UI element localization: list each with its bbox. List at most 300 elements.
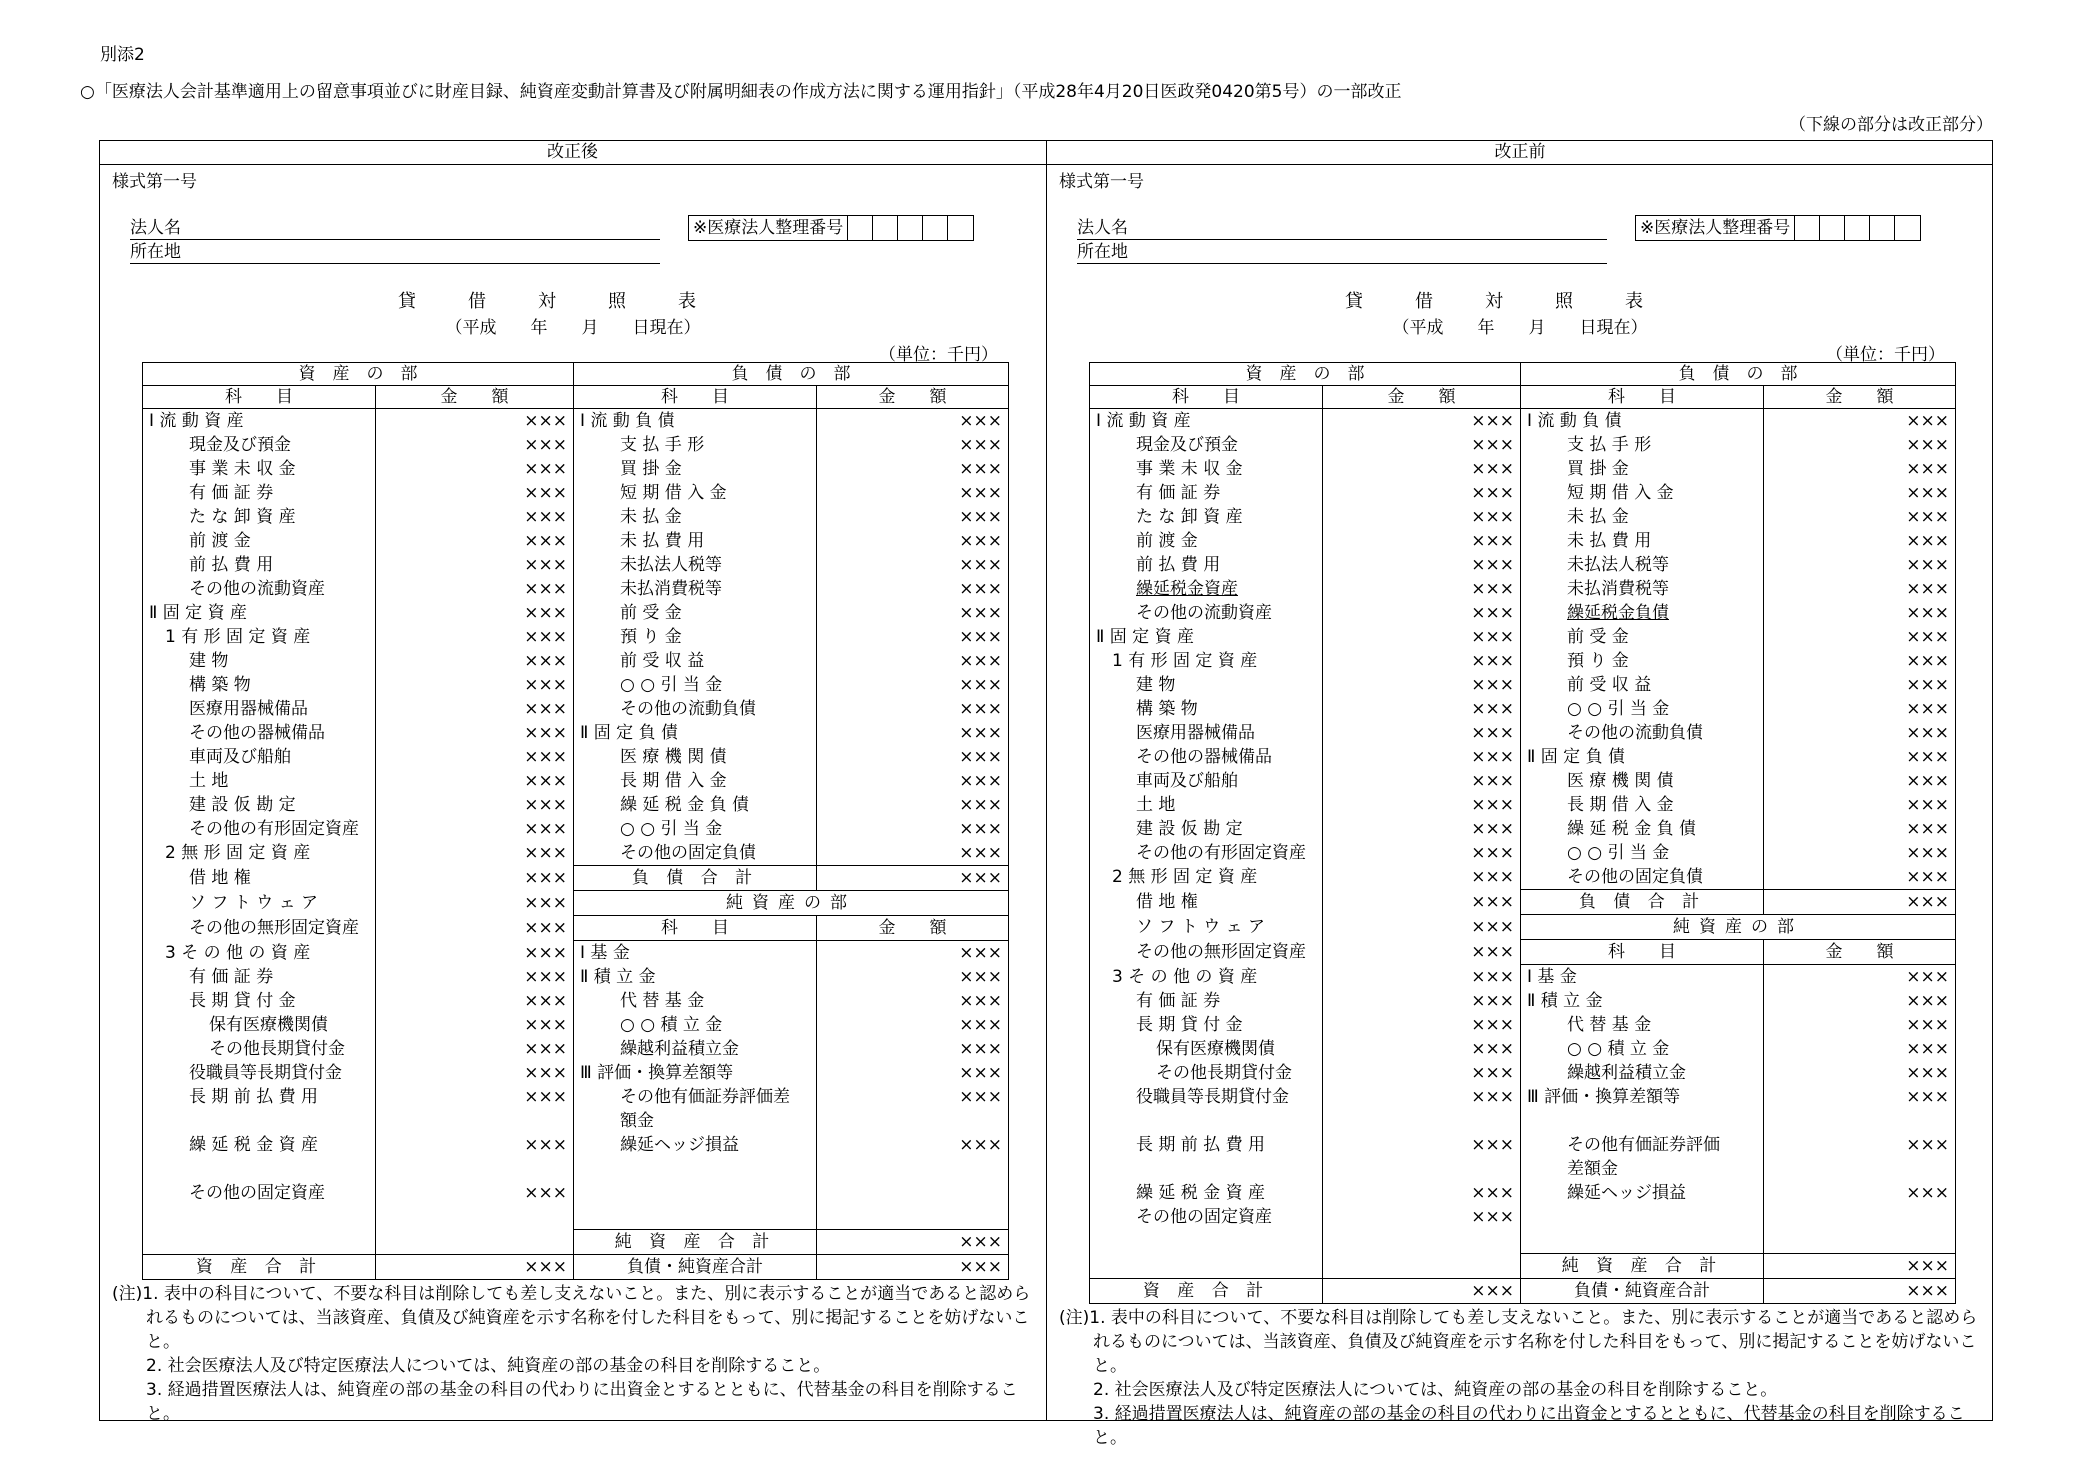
account-name [143,505,376,529]
table-row [143,866,1009,891]
amount-text: ××× [524,579,567,599]
amount-text: ××× [959,843,1002,863]
corp-name-label: 法人名 [130,218,181,238]
amount-value [817,1013,1009,1037]
account-name [1090,1037,1323,1061]
amount-text: ××× [959,411,1002,431]
account-label: 預 り 金 [620,627,682,647]
note-item: 3. 経過措置医療法人は、純資産の部の基金の科目の代わりに出資金とするとともに、代替基金の科目を削除すること。 [1093,1404,1965,1448]
amount-text: ××× [524,459,567,479]
account-name [574,1085,817,1109]
account-label: その他の固定資産 [1136,1207,1272,1227]
amount-text: ××× [1471,916,1514,937]
balance-sheet-date: （平成 年 月 日現在） [1392,318,1648,338]
amount-value [1764,817,1956,841]
amount-value [817,793,1009,817]
underline-note: （下線の部分は改正部分） [1789,115,1993,135]
account-label: 預 り 金 [1567,651,1629,671]
account-name [143,1085,376,1109]
account-name [1090,1013,1323,1037]
amount-value [1323,940,1521,965]
amount-value [1323,1205,1521,1229]
account-name [1090,965,1323,990]
account-name [1090,601,1323,625]
amount-text: ××× [524,1135,567,1155]
account-label: た な 卸 資 産 [1136,507,1243,527]
account-label: その他長期貸付金 [209,1039,345,1059]
reg-number-cell [923,216,948,240]
account-name [1090,409,1323,434]
account-label: その他有価証券評価差 [620,1087,790,1107]
account-label: 現金及び預金 [189,435,291,455]
account-label: その他の無形固定資産 [1136,941,1306,962]
account-label: その他有価証券評価 [1567,1135,1720,1155]
account-name [1090,649,1323,673]
amount-text: ××× [959,747,1002,767]
amount-value [1764,745,1956,769]
amount-text: ××× [524,892,567,913]
account-label: 繰越利益積立金 [620,1039,739,1059]
table-row [1090,965,1956,990]
liabilities-total-label: 負 債 合 計 [1521,890,1764,915]
account-name [1090,940,1323,965]
account-label: Ⅱ 固 定 資 産 [149,603,247,623]
subject-header: 科 目 [1090,386,1323,409]
account-label: 有 価 証 券 [189,483,274,503]
amount-text: ××× [1906,411,1949,431]
account-label: ソ フ ト ウ ェ ア [1136,916,1266,937]
account-label: 支 払 手 形 [620,435,705,455]
amount-value [817,553,1009,577]
account-name [1521,1037,1764,1061]
amount-text: ××× [1906,459,1949,479]
account-name [574,409,817,434]
amount-text: ××× [524,699,567,719]
account-label: 保有医療機関債 [209,1015,328,1035]
amount-text: ××× [959,603,1002,623]
net-assets-total-amount: ××× [1764,1254,1956,1279]
account-name [143,1205,376,1230]
account-name [1521,625,1764,649]
form-number: 様式第一号 [1059,172,1144,192]
account-name [143,1013,376,1037]
account-name [1521,817,1764,841]
account-label: Ⅱ 積 立 金 [1527,991,1603,1011]
amount-text: ××× [1471,699,1514,719]
amount-text: ××× [959,507,1002,527]
note-item: 3. 経過措置医療法人は、純資産の部の基金の科目の代わりに出資金とするとともに、代替基金の科目を削除すること。 [146,1380,1018,1424]
corp-name-line [130,239,660,240]
amount-value [1764,481,1956,505]
account-name [143,577,376,601]
amount-value [817,457,1009,481]
amount-value [817,529,1009,553]
balance-sheet-date: （平成 年 月 日現在） [445,318,701,338]
account-label: 土 地 [189,771,229,791]
account-label: Ⅰ 流 動 負 債 [1527,411,1622,431]
account-label: 役職員等長期貸付金 [1136,1087,1289,1107]
amount-text: ××× [1906,699,1949,719]
amount-header: 金 額 [1764,386,1956,409]
account-name [1090,890,1323,915]
account-label: 医 療 機 関 債 [1567,771,1674,791]
table-row [1090,721,1956,745]
amount-value [817,601,1009,625]
account-name [1090,745,1323,769]
table-row [1090,553,1956,577]
amount-text: ××× [1906,1183,1949,1203]
amount-text: ××× [1471,1039,1514,1059]
account-name [574,1181,817,1205]
account-name [1521,1013,1764,1037]
amount-text: ××× [959,1039,1002,1059]
balance-sheet-table [142,362,1009,1280]
amount-text: ××× [1471,411,1514,431]
amount-value [1323,745,1521,769]
account-name [1521,433,1764,457]
account-label: 建 設 仮 勘 定 [1136,819,1243,839]
amount-text: ××× [1471,1087,1514,1107]
account-label: 構 築 物 [189,675,251,695]
table-row [143,505,1009,529]
balance-sheet-table [1089,362,1956,1304]
account-label: 繰延税金負債 [1567,603,1669,623]
amount-value [1323,673,1521,697]
table-row [1090,940,1956,965]
amount-text: ××× [1906,771,1949,791]
account-label: 未 払 費 用 [620,531,705,551]
amount-text: ××× [524,917,567,938]
account-label: 建 物 [189,651,229,671]
account-name [1521,601,1764,625]
table-row [1090,1037,1956,1061]
amount-value [817,721,1009,745]
account-label: 前 受 収 益 [620,651,705,671]
account-label: 前 渡 金 [1136,531,1198,551]
account-label: 長 期 前 払 費 用 [1136,1135,1266,1155]
account-name [574,965,817,989]
amount-value [1764,793,1956,817]
amount-value [376,1109,574,1133]
account-name [143,941,376,966]
amount-text: ××× [1471,1183,1514,1203]
amount-value [376,601,574,625]
amount-text: ××× [959,699,1002,719]
account-name [143,481,376,505]
account-label: その他の器械備品 [1136,747,1272,767]
account-label: 事 業 未 収 金 [1136,459,1243,479]
amount-text: ××× [1471,627,1514,647]
account-label: 繰 延 税 金 資 産 [189,1135,319,1155]
amount-text: ××× [959,435,1002,455]
account-name [1090,1229,1323,1254]
account-name [574,625,817,649]
amount-value [376,1061,574,1085]
account-label: 車両及び船舶 [1136,771,1238,791]
account-name [1521,721,1764,745]
table-row [1090,989,1956,1013]
amount-text: ××× [524,555,567,575]
account-name [1090,673,1323,697]
table-row [143,529,1009,553]
amount-text: ××× [1906,579,1949,599]
amount-text: ××× [524,747,567,767]
account-name [574,721,817,745]
assets-total-amount: ××× [1323,1279,1521,1304]
amount-text: ××× [1906,747,1949,767]
amount-text: ××× [959,819,1002,839]
column-header-before: 改正前 [1494,142,1546,162]
account-name [143,601,376,625]
account-name [1090,505,1323,529]
account-label: 繰延ヘッジ損益 [620,1135,739,1155]
table-row [1090,915,1956,940]
amount-value [376,1037,574,1061]
amount-text: ××× [1471,1015,1514,1035]
assets-total-amount: ××× [376,1255,574,1280]
amount-value [817,1037,1009,1061]
amount-text: ××× [524,771,567,791]
table-row [143,625,1009,649]
account-name [143,649,376,673]
note-item: (注)1. 表中の科目について、不要な科目は削除しても差し支えないこと。また、別に表示することが適当であると認められるものについては、当該資産、負債及び純資産を示す名称を付した科目をもって、別に掲記することを妨げないこと。 [112,1284,1031,1352]
amount-value [817,673,1009,697]
account-name [574,433,817,457]
account-name [1521,481,1764,505]
amount-text: ××× [524,843,567,863]
amount-header: 金 額 [817,916,1009,941]
account-name [1521,553,1764,577]
amount-text: ××× [1471,723,1514,743]
amount-value [817,965,1009,989]
account-name [1521,1085,1764,1109]
account-name [574,529,817,553]
table-row [1090,433,1956,457]
account-label: その他の有形固定資産 [189,819,359,839]
amount-value [376,577,574,601]
amount-value [1764,553,1956,577]
liabilities-total-label: 負 債 合 計 [574,866,817,891]
account-label: Ⅲ 評価・換算差額等 [1527,1087,1681,1107]
amount-text: ××× [524,942,567,963]
amount-value [376,721,574,745]
amount-value [1323,1013,1521,1037]
amount-value [376,457,574,481]
account-name [143,673,376,697]
amount-value [1323,409,1521,434]
amount-value [1323,1085,1521,1109]
amount-text: ××× [959,967,1002,987]
table-row [1090,529,1956,553]
assets-section-header: 資 産 の 部 [143,363,574,386]
table-row [143,841,1009,866]
assets-total-label: 資 産 合 計 [1090,1279,1323,1304]
amount-value [1323,1181,1521,1205]
net-assets-section-header: 純資産の部 [574,891,1009,916]
amount-text: ××× [959,627,1002,647]
amount-text: ××× [524,1015,567,1035]
account-label: 代 替 基 金 [620,991,705,1011]
amount-text: ××× [1471,795,1514,815]
account-name [1090,457,1323,481]
table-row [143,1157,1009,1181]
account-label: 代 替 基 金 [1567,1015,1652,1035]
account-name [1090,625,1323,649]
amount-value [1323,481,1521,505]
account-label: 額金 [620,1111,654,1131]
amount-text: ××× [1906,1087,1949,1107]
amount-value [1764,601,1956,625]
amount-text: ××× [524,795,567,815]
amount-value [1323,793,1521,817]
table-row [143,745,1009,769]
subject-header: 科 目 [574,386,817,409]
account-label: 未 払 費 用 [1567,531,1652,551]
amount-text: ××× [959,1087,1002,1107]
amount-text: ××× [1906,531,1949,551]
reg-number-label: ※医療法人整理番号 [1636,216,1795,240]
amount-text: ××× [1471,483,1514,503]
table-row [1090,625,1956,649]
amount-value [1764,721,1956,745]
amount-text: ××× [524,675,567,695]
account-label: 前 受 収 益 [1567,675,1652,695]
account-name [143,1157,376,1181]
amount-value [376,793,574,817]
account-label: 医療用器械備品 [189,699,308,719]
amount-text: ××× [1906,603,1949,623]
account-name [143,989,376,1013]
reg-number-cell [898,216,923,240]
amount-value [376,529,574,553]
account-label: その他の有形固定資産 [1136,843,1306,863]
table-row [143,769,1009,793]
account-label: 2 無 形 固 定 資 産 [165,843,311,863]
account-label: その他の無形固定資産 [189,917,359,938]
account-name [143,916,376,941]
account-name [1521,649,1764,673]
amount-value [1323,553,1521,577]
amount-text: ××× [1906,867,1949,887]
amount-text: ××× [1471,675,1514,695]
amount-text: ××× [1906,675,1949,695]
account-label: その他の固定資産 [189,1183,325,1203]
amount-value [817,1157,1009,1181]
account-label: その他の流動負債 [620,699,756,719]
amount-value [376,941,574,966]
table-row [1090,409,1956,434]
amount-text: ××× [1906,1039,1949,1059]
amount-text: ××× [959,555,1002,575]
account-name [1090,989,1323,1013]
amount-text: ××× [1906,507,1949,527]
liabilities-total-amount: ××× [1764,890,1956,915]
table-row [1090,745,1956,769]
table-row [1090,601,1956,625]
amount-value [1764,865,1956,890]
balance-sheet-title: 貸借対照表 [398,291,748,312]
account-name [1090,481,1323,505]
location-line [130,263,660,264]
amount-text: ××× [1906,651,1949,671]
amount-value [817,745,1009,769]
amount-value [1764,1037,1956,1061]
amount-text: ××× [1471,771,1514,791]
account-name [143,965,376,989]
amount-value [1764,989,1956,1013]
account-label: ○ ○ 引 当 金 [1567,843,1670,863]
account-name [574,673,817,697]
net-assets-total-label: 純 資 産 合 計 [1521,1254,1764,1279]
amount-value [376,866,574,891]
amount-value [817,841,1009,866]
amount-value [1323,625,1521,649]
amount-text: ××× [524,531,567,551]
account-label: 医療用器械備品 [1136,723,1255,743]
table-row [1090,697,1956,721]
account-label: 車両及び船舶 [189,747,291,767]
account-label: Ⅱ 積 立 金 [580,967,656,987]
account-name [143,817,376,841]
account-label: 前 受 金 [1567,627,1629,647]
account-name [143,769,376,793]
amount-text: ××× [1906,991,1949,1011]
account-name [574,941,817,966]
account-name [574,793,817,817]
note-item: (注)1. 表中の科目について、不要な科目は削除しても差し支えないこと。また、別に表示することが適当であると認められるものについては、当該資産、負債及び純資産を示す名称を付した科目をもって、別に掲記することを妨げないこと。 [1059,1308,1978,1376]
amount-value [376,916,574,941]
table-row [143,1133,1009,1157]
amount-value [1323,697,1521,721]
amount-text: ××× [524,1183,567,1203]
account-name [1521,529,1764,553]
amount-text: ××× [524,723,567,743]
account-label: 長 期 貸 付 金 [189,991,296,1011]
account-name [574,1109,817,1133]
reg-number-cell [1845,216,1870,240]
account-name [1090,1061,1323,1085]
table-row [143,601,1009,625]
account-name [1521,865,1764,890]
amount-value [376,989,574,1013]
table-row [1090,890,1956,915]
document-title: ○「医療法人会計基準適用上の留意事項並びに財産目録、純資産変動計算書及び附属明細表の作成方法に関する運用指針」（平成28年4月20日医政発0420第5号）の一部改正 [80,82,1402,102]
amount-text: ××× [524,411,567,431]
account-label: 3 そ の 他 の 資 産 [1112,966,1258,987]
account-label: 前 払 費 用 [1136,555,1221,575]
amount-value [1764,433,1956,457]
amount-value [817,649,1009,673]
subject-header: 科 目 [574,916,817,941]
amount-value [376,1181,574,1205]
account-label: 繰延ヘッジ損益 [1567,1183,1686,1203]
amount-value [1323,1109,1521,1133]
account-label: 長 期 貸 付 金 [1136,1015,1243,1035]
subject-header: 科 目 [1521,386,1764,409]
account-name [1521,1109,1764,1133]
amount-value [1323,817,1521,841]
table-row [1090,1013,1956,1037]
account-label: ○ ○ 引 当 金 [620,675,723,695]
account-label: その他の固定負債 [620,843,756,863]
amount-text: ××× [524,819,567,839]
amount-header: 金 額 [1764,940,1956,965]
amount-text: ××× [1471,651,1514,671]
account-name [143,745,376,769]
amount-value [817,481,1009,505]
amount-text: ××× [959,675,1002,695]
amount-text: ××× [1471,991,1514,1011]
